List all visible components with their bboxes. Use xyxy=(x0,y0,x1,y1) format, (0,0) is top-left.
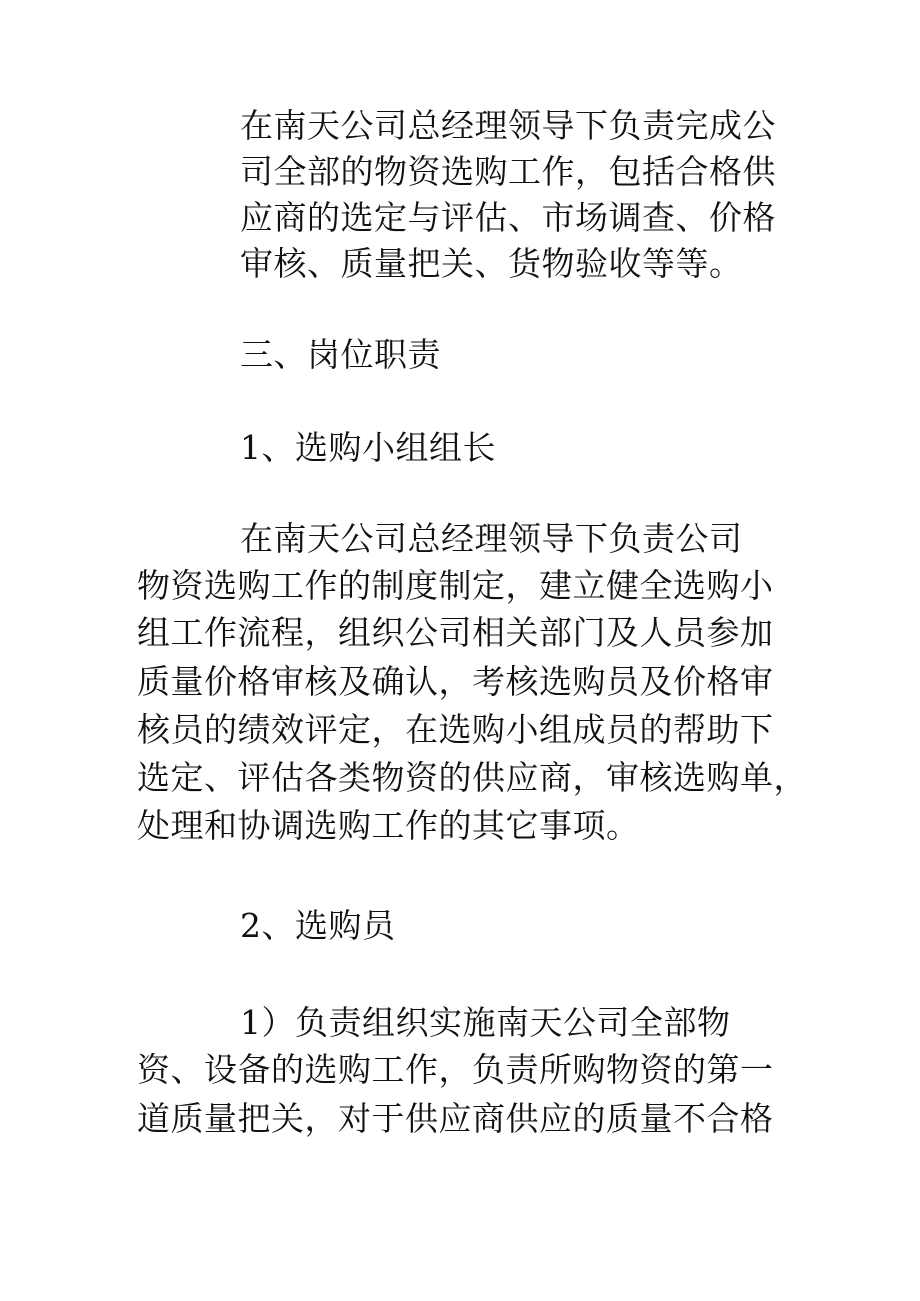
section-heading: 三、岗位职责 xyxy=(240,335,441,374)
item1-paragraph-line: 组工作流程，组织公司相关部门及人员参加 xyxy=(137,613,774,652)
item1-paragraph-line: 核员的绩效评定，在选购小组成员的帮助下 xyxy=(137,710,774,749)
item1-paragraph-line: 处理和协调选购工作的其它事项。 xyxy=(137,806,640,845)
intro-paragraph-line: 审核、质量把关、货物验收等等。 xyxy=(240,244,743,283)
item1-paragraph-line: 在南天公司总经理领导下负责公司 xyxy=(240,519,743,558)
item-heading: 1、选购小组组长 xyxy=(240,428,496,467)
item1-paragraph-line: 物资选购工作的制度制定，建立健全选购小 xyxy=(137,566,774,605)
intro-paragraph-line: 应商的选定与评估、市场调查、价格 xyxy=(240,198,776,237)
item2-paragraph-line: 资、设备的选购工作，负责所购物资的第一 xyxy=(137,1050,774,1089)
intro-paragraph-line: 在南天公司总经理领导下负责完成公 xyxy=(240,106,776,145)
item1-paragraph-line: 质量价格审核及确认，考核选购员及价格审 xyxy=(137,662,774,701)
item2-paragraph-line: 1）负责组织实施南天公司全部物 xyxy=(240,1003,731,1042)
item-heading: 2、选购员 xyxy=(240,906,396,945)
item1-paragraph-line: 选定、评估各类物资的供应商，审核选购单， xyxy=(137,758,807,797)
item2-paragraph-line: 道质量把关，对于供应商供应的质量不合格 xyxy=(137,1099,774,1138)
intro-paragraph-line: 司全部的物资选购工作，包括合格供 xyxy=(240,152,776,191)
